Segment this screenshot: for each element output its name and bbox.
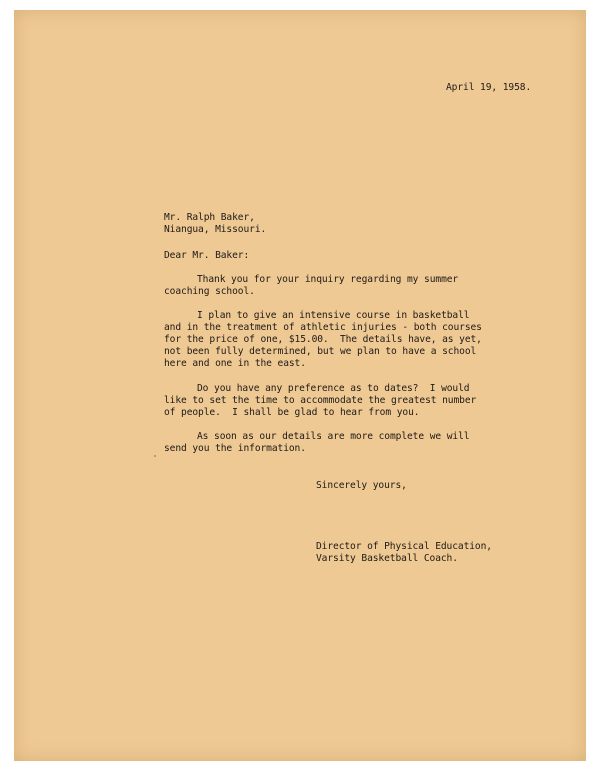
body-line: of people. I shall be glad to hear from you. [164, 407, 420, 418]
body-line: here and one in the east. [164, 358, 306, 369]
letter-page [14, 10, 586, 761]
body-line: As soon as our details are more complete we will [197, 431, 470, 442]
body-line: and in the treatment of athletic injuries - both courses [164, 322, 482, 333]
signature-role: Varsity Basketball Coach. [316, 553, 458, 564]
recipient-name: Mr. Ralph Baker, [164, 212, 255, 223]
body-line: Thank you for your inquiry regarding my summer [197, 274, 459, 285]
body-line: I plan to give an intensive course in basketball [197, 310, 470, 321]
closing: Sincerely yours, [316, 480, 407, 491]
body-line: not been fully determined, but we plan to have a school [164, 346, 477, 357]
body-line: send you the information. [164, 443, 306, 454]
body-line: like to set the time to accommodate the greatest number [164, 395, 477, 406]
body-line: for the price of one, $15.00. The details have, as yet, [164, 334, 482, 345]
salutation: Dear Mr. Baker: [164, 250, 250, 261]
letter-date: April 19, 1958. [446, 82, 532, 93]
body-line: coaching school. [164, 286, 255, 297]
paper-speck [154, 455, 156, 457]
body-line: Do you have any preference as to dates? I would [197, 383, 470, 394]
signature-title: Director of Physical Education, [316, 541, 492, 552]
recipient-address: Niangua, Missouri. [164, 224, 267, 235]
